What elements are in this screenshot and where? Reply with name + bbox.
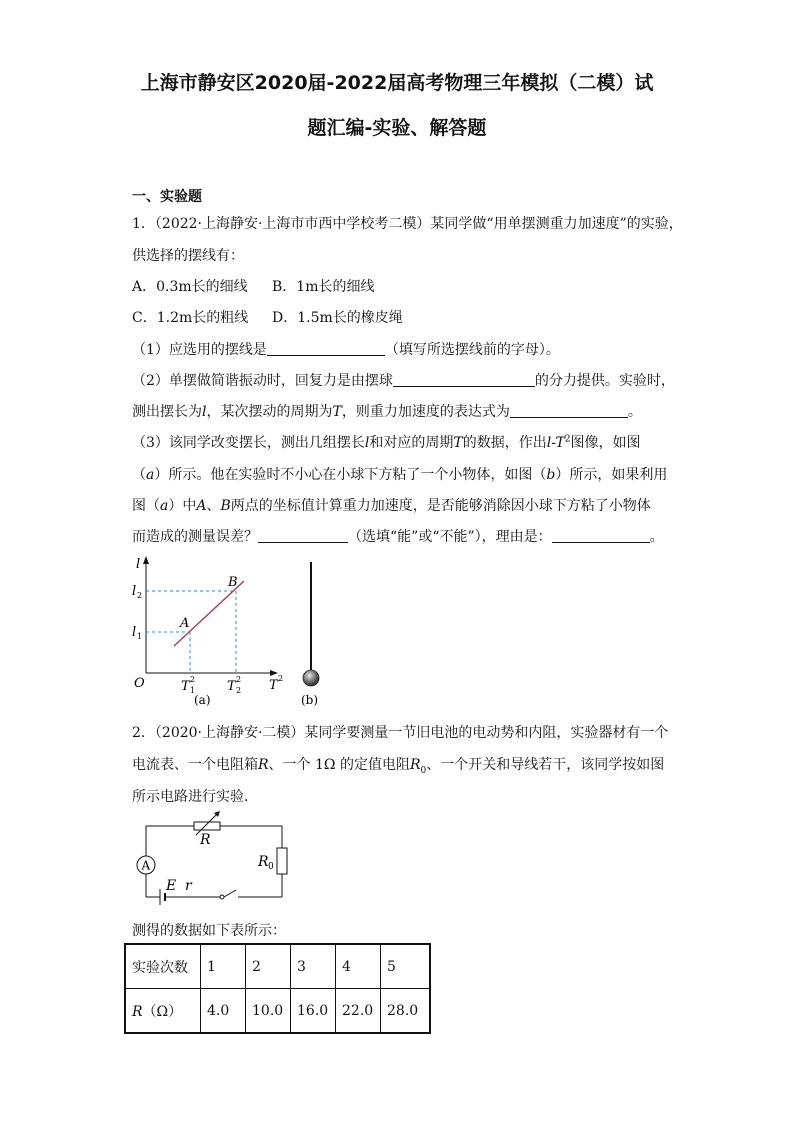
q2-var-R0-sub: 0	[420, 765, 427, 776]
q1-part2-text-f: 。	[627, 404, 642, 420]
t2-sup: 2	[236, 675, 242, 684]
point-a-label: A	[180, 616, 190, 631]
q1-p5-a-it: a	[160, 498, 169, 514]
q1-part3-cont3	[132, 526, 664, 546]
x-axis-label: T	[269, 678, 278, 693]
x-axis-sup: 2	[278, 674, 284, 683]
q1-part2-text-e: ，则重力加速度的表达式为	[341, 404, 510, 420]
q1-part2-text-a: （2）单摆做简谐振动时，回复力是由摆球	[132, 373, 393, 389]
q1-part3-cont1	[132, 464, 667, 484]
table-cell: 22.0	[336, 989, 381, 1034]
q1-part3-sup: 2	[564, 434, 571, 445]
y-axis-label: l	[136, 557, 141, 572]
q1-part3-var-l: l	[364, 435, 370, 451]
q1-p4-a-it: a	[146, 467, 155, 483]
table-row	[125, 944, 430, 989]
q1-part1-text-a: （1）应选用的摆线是	[132, 342, 267, 358]
q1-p6-b: （选填“能”或“不能”），理由是：	[348, 529, 552, 545]
l1-sub: 1	[137, 632, 143, 641]
table-cell: 10.0	[246, 989, 291, 1034]
q1-part3-text-b: 和对应的周期	[369, 435, 454, 451]
q2-var-R: R	[258, 757, 269, 773]
point-b-label: B	[228, 575, 238, 590]
q1-option-c: C．1.2m长的粗线	[132, 310, 249, 326]
l2-sub: 2	[137, 591, 143, 600]
table-cell: 4.0	[201, 989, 246, 1034]
q1-part3-text-c: 的数据，作出	[462, 435, 547, 451]
q1-part2-answer-blank1[interactable]	[393, 372, 535, 387]
table-header-cell	[125, 989, 201, 1034]
figure-pendulum-graph	[124, 552, 344, 712]
table-cell: 16.0	[291, 989, 336, 1034]
t2-label: T	[227, 679, 236, 694]
q2-table-intro: 测得的数据如下表所示：	[132, 923, 286, 939]
q1-part3-cont2	[132, 495, 651, 515]
q1-part2	[132, 370, 675, 390]
pendulum-ball	[303, 670, 319, 686]
figure-b-caption: (b)	[301, 693, 319, 707]
r0-sub: 0	[268, 862, 274, 872]
y-axis-arrow	[143, 556, 149, 564]
t1-label: T	[181, 679, 190, 694]
q2-text-b: 、一个 1Ω 的定值电阻	[268, 757, 410, 773]
q1-var-T: T	[332, 404, 342, 420]
q1-part3-lt: l-T	[546, 435, 565, 451]
q2-text-a: 电流表、一个电阻箱	[132, 757, 258, 773]
q1-p5-A: A	[196, 498, 207, 514]
resistor-r0	[277, 848, 287, 874]
q1-part2-cont	[132, 401, 642, 421]
q1-part2-answer-blank2[interactable]	[510, 403, 628, 418]
q1-p5-d: 两点的坐标值计算重力加速度，是否能够消除因小球下方粘了小物体	[230, 498, 651, 514]
q1-part2-text-c: 测出摆长为	[132, 404, 202, 420]
rheostat-label: R	[200, 832, 211, 848]
l2-label: l	[132, 584, 137, 599]
r0-label: R	[258, 854, 269, 870]
switch-contact	[220, 895, 224, 899]
table-cell: 4	[336, 944, 381, 989]
switch-blade	[224, 890, 236, 897]
table-header-cell: 实验次数	[125, 944, 201, 989]
section-heading: 一、实验题	[132, 189, 202, 205]
q1-p6-a: 而造成的测量误差？	[132, 529, 258, 545]
q2-line1: 2．（2020·上海静安·二模）某同学要测量一节旧电池的电动势和内阻，实验器材有一个	[132, 725, 669, 741]
table-row	[125, 989, 430, 1034]
circuit-diagram	[132, 810, 296, 910]
q1-option-d: D．1.5m长的橡皮绳	[272, 310, 403, 326]
q1-part1-text-b: （填写所选摆线前的字母）。	[384, 342, 560, 358]
document-title-line1: 上海市静安区2020届-2022届高考物理三年模拟（二模）试	[140, 72, 654, 94]
q1-p4-b-it: b	[546, 467, 556, 483]
q1-p5-c: 、	[206, 498, 221, 514]
table-r-unit: （Ω）	[142, 1003, 183, 1020]
table-cell: 2	[246, 944, 291, 989]
resistor-box-r	[194, 822, 220, 830]
t2-sub: 2	[236, 686, 242, 695]
q1-p5-a: 图（	[132, 498, 160, 514]
q1-p5-B: B	[220, 498, 231, 514]
t1-sup: 2	[190, 675, 196, 684]
q1-var-l: l	[202, 404, 207, 420]
q1-p6-c: 。	[649, 529, 664, 545]
q1-part3-answer-blank1[interactable]	[258, 528, 348, 543]
q1-part3-text-d: 图像，如图	[570, 435, 641, 451]
t1-sub: 1	[190, 686, 196, 695]
q1-line2: 供选择的摆线有：	[132, 248, 244, 264]
document-title-line2: 题汇编-实验、解答题	[307, 117, 487, 139]
table-cell: 5	[381, 944, 431, 989]
q1-part1	[132, 339, 560, 359]
q1-part2-text-d: ，某次摆动的周期为	[206, 404, 333, 420]
emf-label: E	[166, 878, 177, 894]
q1-part1-answer-blank[interactable]	[267, 341, 385, 356]
q2-line2	[132, 754, 664, 776]
q1-p5-b: ）中	[168, 498, 197, 514]
table-cell: 28.0	[381, 989, 431, 1034]
q2-line3: 所示电路进行实验．	[132, 789, 258, 805]
q1-p4-c: ）所示，如果利用	[555, 467, 668, 483]
q1-option-a: A．0.3m长的细线	[132, 279, 248, 295]
x-axis-arrow	[270, 670, 278, 676]
origin-label: O	[134, 676, 145, 691]
table-cell: 3	[291, 944, 336, 989]
table-r-symbol: R	[132, 1003, 143, 1020]
q1-p4-a: （	[132, 467, 146, 483]
q1-part3-answer-blank2[interactable]	[552, 528, 650, 543]
ammeter-label: A	[141, 858, 151, 873]
q1-p4-b: ）所示。他在实验时不小心在小球下方粘了一个小物体，如图（	[154, 467, 547, 483]
q1-part3	[132, 432, 641, 452]
q1-option-b: B．1m长的细线	[272, 279, 375, 295]
q1-part3-text-a: （3）该同学改变摆长，测出几组摆长	[132, 435, 365, 451]
q1-part3-var-T: T	[453, 435, 463, 451]
q2-var-R0: R	[409, 757, 421, 773]
table-cell: 1	[201, 944, 246, 989]
l1-label: l	[132, 625, 137, 640]
data-table	[124, 943, 431, 1034]
q2-text-c: 、一个开关和导线若干，该同学按如图	[426, 757, 665, 773]
q1-part2-text-b: 的分力提供。实验时，	[534, 373, 675, 389]
q1-line1: 1．（2022·上海静安·上海市市西中学校考二模）某同学做“用单摆测重力加速度”的实验，	[132, 216, 683, 232]
figure-a-caption: (a)	[194, 693, 211, 707]
internal-r-label: r	[185, 878, 192, 894]
